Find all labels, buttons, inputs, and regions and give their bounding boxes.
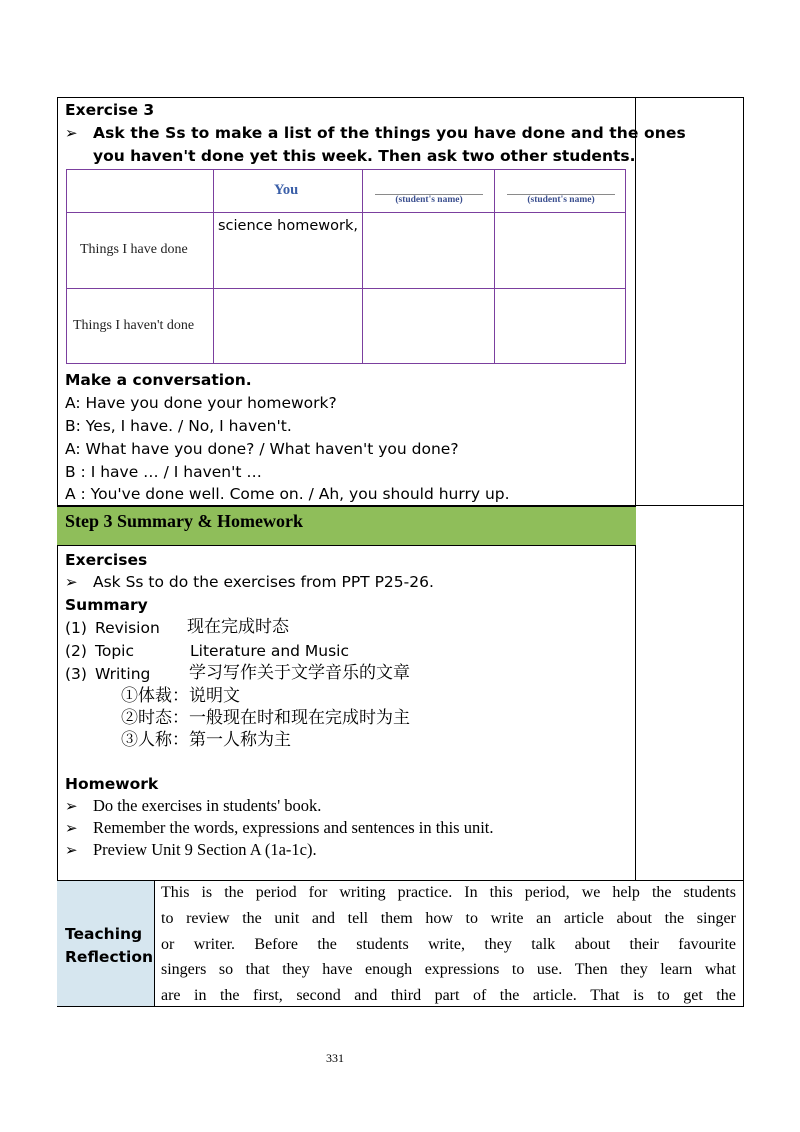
summary-item-num: (2) <box>65 642 87 660</box>
row1-you-value: science homework, <box>218 218 358 234</box>
exercise3-title: Exercise 3 <box>65 101 155 119</box>
exercises-item: Ask Ss to do the exercises from PPT P25-26. <box>93 573 434 591</box>
conversation-line: A: Have you done your homework? <box>65 394 337 412</box>
reflection-divider <box>154 880 155 1006</box>
bullet-arrow-icon: ➢ <box>65 124 78 142</box>
bullet-arrow-icon: ➢ <box>65 573 78 591</box>
bullet-arrow-icon: ➢ <box>65 797 78 815</box>
conversation-line: A: What have you done? / What haven't you done? <box>65 440 459 458</box>
page-number: 331 <box>326 1051 344 1065</box>
conversation-heading: Make a conversation. <box>65 371 252 389</box>
conversation-line: A : You've done well. Come on. / Ah, you should hurry up. <box>65 485 510 503</box>
summary-item-label: Revision <box>95 619 160 637</box>
reflection-line: This is the period for writing practice. In this period, we help the students <box>161 884 736 901</box>
homework-item: Remember the words, expressions and sentences in this unit. <box>93 818 494 837</box>
reflection-line: are in the first, second and third part of the article. That is to get the <box>161 987 736 1005</box>
table-column-divider <box>635 97 636 881</box>
summary-item-value: 学习写作关于文学音乐的文章 <box>189 663 410 682</box>
table-right-border <box>743 97 744 1007</box>
exercise3-instruction-line2: you haven't done yet this week. Then ask two other students. <box>93 147 636 165</box>
reflection-text <box>161 880 736 1009</box>
step3-title: Step 3 Summary & Homework <box>65 511 303 531</box>
bullet-arrow-icon: ➢ <box>65 819 78 837</box>
summary-heading: Summary <box>65 596 148 614</box>
row-label-have-done: Things I have done <box>80 242 188 257</box>
reflection-line: singers so that they have enough expressions to use. Then they learn what <box>161 961 736 979</box>
reflection-label-line2: Reflection <box>65 948 154 966</box>
exercise3-instruction-line1: Ask the Ss to make a list of the things you have done and the ones <box>93 124 686 142</box>
summary-sub-item: ①体裁：说明文 <box>121 686 240 705</box>
practice-table <box>66 169 626 364</box>
student-name-label-1: (student's name) <box>395 195 463 205</box>
student-name-label-2: (student's name) <box>527 195 595 205</box>
summary-item-value: Literature and Music <box>190 642 350 660</box>
summary-item-value: 现在完成时态 <box>187 617 289 636</box>
summary-item-label: Topic <box>95 642 134 660</box>
reflection-label-line1: Teaching <box>65 925 143 943</box>
table-top-border <box>57 97 744 98</box>
summary-sub-item: ③人称：第一人称为主 <box>121 730 291 749</box>
exercises-heading: Exercises <box>65 551 148 569</box>
conversation-line: B : I have … / I haven't … <box>65 463 262 481</box>
conversation-line: B: Yes, I have. / No, I haven't. <box>65 417 292 435</box>
summary-sub-item: ②时态：一般现在时和现在完成时为主 <box>121 708 410 727</box>
table-left-border <box>57 97 58 1007</box>
reflection-line: to review the unit and tell them how to write an article about the singer <box>161 909 736 927</box>
homework-heading: Homework <box>65 775 159 793</box>
reflection-line: or writer. Before the students write, they talk about their favourite <box>161 935 736 953</box>
row-label-havent-done: Things I haven't done <box>73 318 195 333</box>
student-name-cell-2 <box>503 194 619 205</box>
summary-item-num: (3) <box>65 665 87 683</box>
student-name-cell-1 <box>373 194 485 205</box>
bullet-arrow-icon: ➢ <box>65 841 78 859</box>
summary-item-label: Writing <box>95 665 151 683</box>
homework-item: Do the exercises in students' book. <box>93 796 322 815</box>
homework-item: Preview Unit 9 Section A (1a-1c). <box>93 840 317 859</box>
summary-item-num: (1) <box>65 619 87 637</box>
header-you: You <box>274 182 299 198</box>
